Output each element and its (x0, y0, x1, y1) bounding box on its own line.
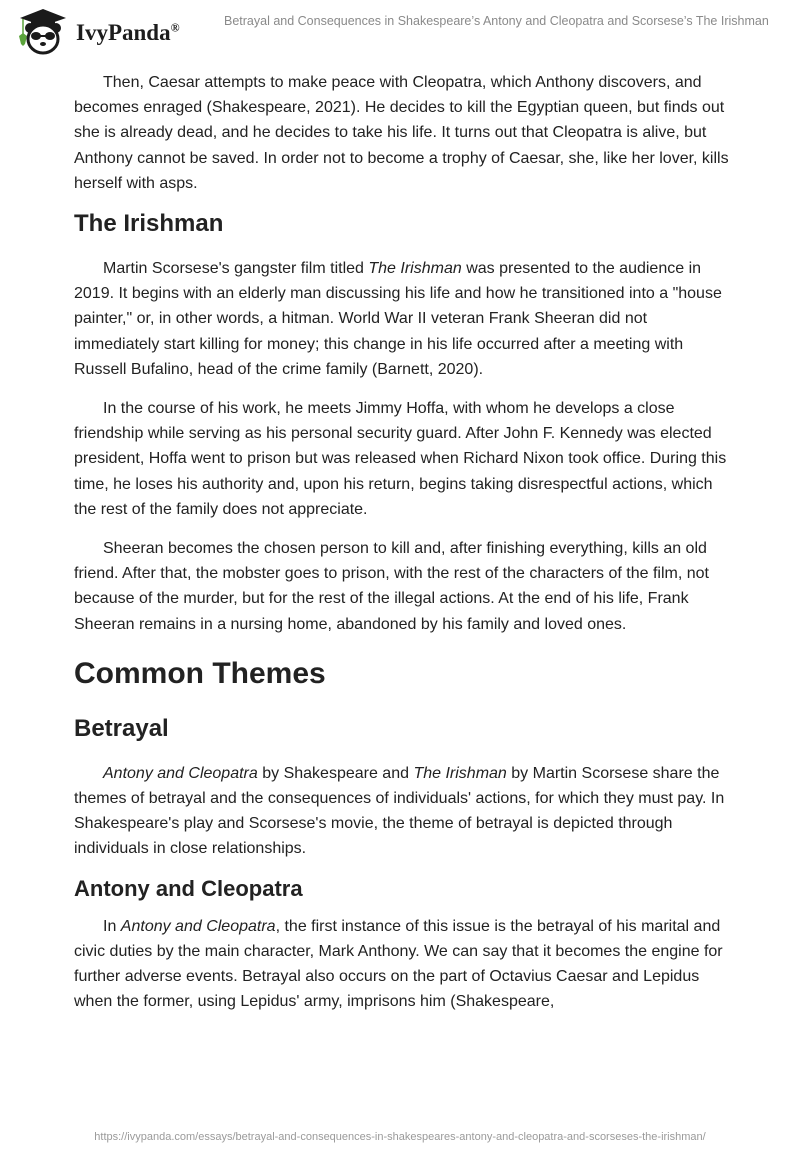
document-title: Betrayal and Consequences in Shakespeare’s Antony and Cleopatra and Scorsese’s The Irishman (224, 14, 769, 28)
section-heading-the-irishman: The Irishman (74, 210, 224, 238)
section-heading-common-themes: Common Themes (74, 656, 326, 690)
subsection-heading-antony-and-cleopatra: Antony and Cleopatra (74, 875, 303, 901)
paragraph: In Antony and Cleopatra, the first instance of this issue is the betrayal of his marital and civic duties by the main character, Mark Anthony. We can say that it becomes the engine for further adverse events. Betrayal also occurs on the part of Octavius Caesar and Lepidus when the former, using Lepidus' army, imprisons him (Shakespeare, (74, 917, 723, 1011)
paragraph: In the course of his work, he meets Jimmy Hoffa, with whom he develops a close friendship while serving as his personal security guard. After John F. Kennedy was elected president, Hoffa went to prison but was released when Richard Nixon took office. During this time, he loses his authority and, upon his return, begins taking disrespectful actions, which the rest of the family does not appreciate. (74, 400, 727, 518)
source-url[interactable]: https://ivypanda.com/essays/betrayal-and-consequences-in-shakespeares-antony-and-cleopatra-and-scorseses-the-irishman/ (94, 1131, 706, 1143)
ivypanda-logo[interactable] (14, 6, 180, 56)
logo-text: IvyPanda® (76, 20, 180, 45)
paragraph: Antony and Cleopatra by Shakespeare and The Irishman by Martin Scorsese share the themes of betrayal and the consequences of individuals' actions, for which they must pay. In Shakespeare's play and Scorsese's movie, the theme of betrayal is depicted through individuals in close relationships. (74, 764, 725, 858)
page-header (0, 0, 800, 60)
paragraph: Martin Scorsese's gangster film titled The Irishman was presented to the audience in 2019. It begins with an elderly man discussing his life and how he transitioned into a "house painter," or, in other words, a hitman. World War II veteran Frank Sheeran did not immediately start killing for money; this change in his life occurred after a meeting with Russell Bufalino, head of the crime family (Barnett, 2020). (74, 260, 722, 378)
paragraph: Then, Caesar attempts to make peace with Cleopatra, which Anthony discovers, and becomes enraged (Shakespeare, 2021). He decides to kill the Egyptian queen, but finds out she is already dead, and he decides to take his life. It turns out that Cleopatra is alive, but Anthony cannot be saved. In order not to become a trophy of Caesar, she, like her lover, kills herself with asps. (74, 74, 729, 192)
essay-content (74, 70, 734, 1028)
panda-graduate-icon (14, 6, 72, 56)
section-heading-betrayal: Betrayal (74, 714, 169, 742)
paragraph: Sheeran becomes the chosen person to kill and, after finishing everything, kills an old friend. After that, the mobster goes to prison, with the rest of the characters of the film, not because of the murder, but for the rest of the illegal actions. At the end of his life, Frank Sheeran remains in a nursing home, abandoned by his family and loved ones. (74, 540, 709, 633)
